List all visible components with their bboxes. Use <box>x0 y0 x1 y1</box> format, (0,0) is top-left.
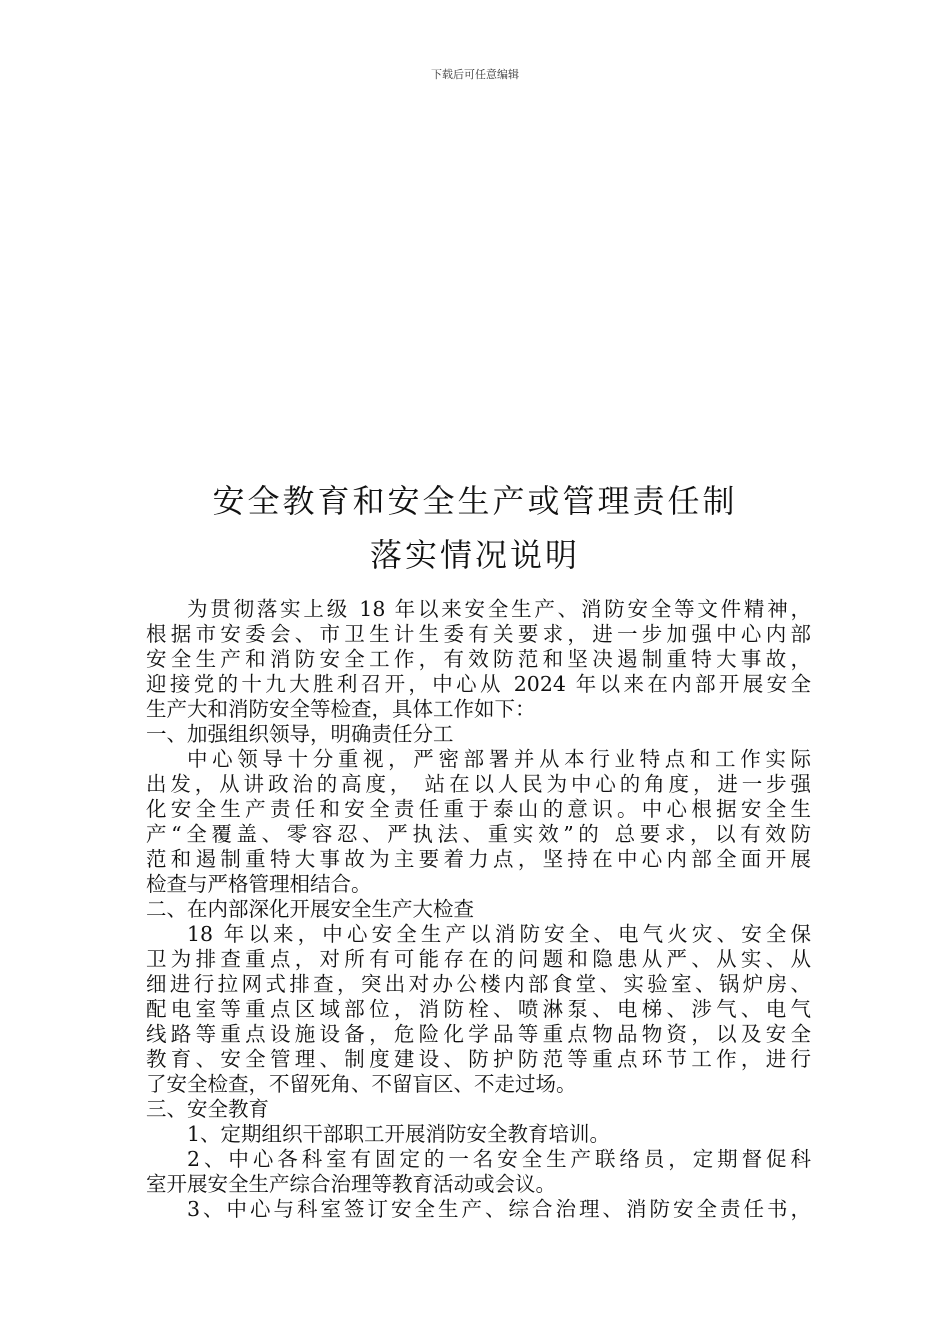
body-line: 安全生产和消防安全工作，有效防范和坚决遏制重特大事故， <box>146 647 811 671</box>
header-note: 下载后可任意编辑 <box>431 68 519 81</box>
document-body <box>146 597 811 1222</box>
body-line: 线路等重点设施设备，危险化学品等重点物品物资，以及安全 <box>146 1022 811 1046</box>
body-line: 范和遏制重特大事故为主要着力点，坚持在中心内部全面开展 <box>146 847 811 871</box>
body-line: 检查与严格管理相结合。 <box>146 872 372 896</box>
body-line: 化安全生产责任和安全责任重于泰山的意识。中心根据安全生 <box>146 797 811 821</box>
body-line: 中心领导十分重视，严密部署并从本行业特点和工作实际 <box>187 747 811 771</box>
body-line: 一、加强组织领导，明确责任分工 <box>146 722 454 746</box>
body-line: 产“全覆盖、零容忍、严执法、重实效”的 总要求，以有效防 <box>146 822 811 846</box>
body-line: 室开展安全生产综合治理等教育活动或会议。 <box>146 1172 556 1196</box>
document-title-line-1: 安全教育和安全生产或管理责任制 <box>212 482 738 520</box>
body-line: 三、安全教育 <box>146 1097 269 1121</box>
body-line: 卫为排查重点，对所有可能存在的问题和隐患从严、从实、从 <box>146 947 811 971</box>
body-line: 细进行拉网式排查，突出对办公楼内部食堂、实验室、锅炉房、 <box>146 972 811 996</box>
body-line: 了安全检查，不留死角、不留盲区、不走过场。 <box>146 1072 577 1096</box>
body-line: 出发，从讲政治的高度， 站在以人民为中心的角度，进一步强 <box>146 772 811 796</box>
body-line: 18 年以来，中心安全生产以消防安全、电气火灾、安全保 <box>187 922 811 946</box>
body-line: 3、中心与科室签订安全生产、综合治理、消防安全责任书， <box>187 1197 811 1221</box>
document-title-line-2: 落实情况说明 <box>369 536 580 574</box>
body-line: 1、定期组织干部职工开展消防安全教育培训。 <box>187 1122 611 1146</box>
body-line: 生产大和消防安全等检查，具体工作如下： <box>146 697 536 721</box>
body-line: 根据市安委会、市卫生计生委有关要求，进一步加强中心内部 <box>146 622 811 646</box>
body-line: 为贯彻落实上级 18 年以来安全生产、消防安全等文件精神， <box>187 597 811 621</box>
body-line: 二、在内部深化开展安全生产大检查 <box>146 897 474 921</box>
body-line: 2、中心各科室有固定的一名安全生产联络员，定期督促科 <box>187 1147 811 1171</box>
body-line: 迎接党的十九大胜利召开，中心从 2024 年以来在内部开展安全 <box>146 672 811 696</box>
body-line: 配电室等重点区域部位，消防栓、喷淋泵、电梯、涉气、电气 <box>146 997 811 1021</box>
body-line: 教育、安全管理、制度建设、防护防范等重点环节工作，进行 <box>146 1047 811 1071</box>
